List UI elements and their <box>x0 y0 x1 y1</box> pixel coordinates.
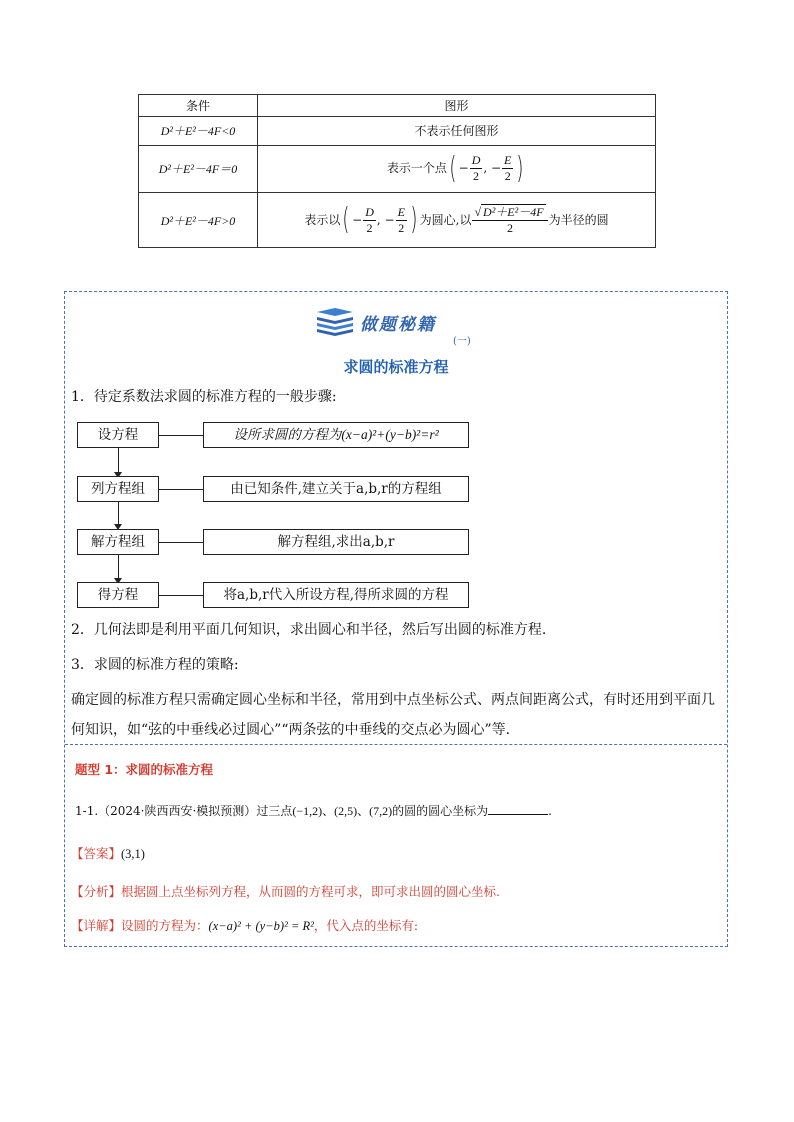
point: (−1,2) <box>292 804 323 818</box>
question-end: . <box>548 804 552 818</box>
flow-step-left: 得方程 <box>77 582 159 608</box>
answer-blank <box>488 802 548 815</box>
condition-cell: D²＋E²－4F＝0 <box>139 145 258 193</box>
answer-label: 【答案】 <box>71 846 122 861</box>
section-title: 求圆的标准方程 <box>343 358 449 376</box>
header-figure: 图形 <box>258 95 656 117</box>
tips-box <box>64 291 728 947</box>
condition-cell: D²＋E²－4F<0 <box>139 116 258 145</box>
radius-fraction: $\frac{\text{√ D²＋E²－4F}}{2}$ <box>472 205 547 236</box>
figure-text: 表示一个点 <box>386 161 447 176</box>
analysis-text: 根据圆上点坐标列方程，从而圆的方程可求，即可求出圆的圆心坐标. <box>121 884 500 899</box>
flow-connector <box>159 435 203 436</box>
detail-line <box>71 916 418 934</box>
problem-type-title: 题型 1：求圆的标准方程 <box>75 762 214 777</box>
figure-cell: 表示以( − $\frac{D}{2}$ , − $\frac{E}{2}$ ) 为圆心,以 $\frac{\text{√ D²＋E²－4F}}{2}$ 为半径的圆 <box>258 193 656 248</box>
books-icon <box>315 306 355 338</box>
problem-question <box>75 802 552 819</box>
point: (2,5) <box>334 804 358 818</box>
table-header-row <box>139 95 656 117</box>
fraction: $\frac{E}{2}$ <box>397 204 405 235</box>
figure-cell: 不表示任何图形 <box>258 116 656 145</box>
step-intro: 1．待定系数法求圆的标准方程的一般步骤: <box>71 389 337 405</box>
figure-text: 表示以 <box>304 212 341 227</box>
flow-step-right: 由已知条件,建立关于a,b,r的方程组 <box>203 476 469 502</box>
detail-text: 设圆的方程为： <box>121 918 209 933</box>
detail-equation: (x−a)² + (y−b)² = R² <box>208 919 314 933</box>
analysis-label: 【分析】 <box>71 884 122 899</box>
logo-text: 做题秘籍 <box>360 315 436 335</box>
fraction: $\frac{E}{2}$ <box>504 153 512 184</box>
paragraph-strategy: 确定圆的标准方程只需确定圆心坐标和半径，常用到中点坐标公式、两点间距离公式，有时还用到平面几何知识，如“弦的中垂线必过圆心”“两条弦的中垂线的交点必为圆心”等. <box>71 692 715 738</box>
answer-value: (3,1) <box>121 847 145 861</box>
point: (7,2) <box>369 804 393 818</box>
flow-step-right: 设所求圆的方程为(x−a)²+(y−b)²=r² <box>203 422 469 448</box>
condition-cell: D²＋E²－4F>0 <box>139 193 258 248</box>
detail-text: ，代入点的坐标有: <box>313 918 419 933</box>
section-divider <box>65 744 727 745</box>
flow-connector <box>159 489 203 490</box>
question-text: 的圆的圆心坐标为 <box>392 804 489 818</box>
separator: 、 <box>357 804 370 818</box>
flow-step-left: 列方程组 <box>77 476 159 502</box>
fraction: $\frac{D}{2}$ <box>365 204 374 235</box>
paragraph-geometric-method: 2．几何法即是利用平面几何知识，求出圆心和半径，然后写出圆的标准方程. <box>71 622 547 638</box>
paragraph-strategy-heading: 3．求圆的标准方程的策略: <box>71 657 239 673</box>
figure-text: 为圆心,以 <box>419 212 472 227</box>
table-row <box>139 193 656 248</box>
table-row <box>139 116 656 145</box>
flow-step-right: 将a,b,r代入所设方程,得所求圆的方程 <box>203 582 469 608</box>
flow-arrow-line <box>118 448 119 474</box>
flow-step-left: 设方程 <box>77 422 159 448</box>
detail-label: 【详解】 <box>71 918 122 933</box>
condition-table <box>138 94 656 248</box>
header-condition: 条件 <box>139 95 258 117</box>
answer-line <box>71 844 145 862</box>
flow-connector <box>159 595 203 596</box>
question-text: 过三点 <box>256 804 293 818</box>
logo-subtitle: (一) <box>453 336 471 347</box>
figure-cell: 表示一个点( − $\frac{D}{2}$ , − $\frac{E}{2}$ ) <box>258 145 656 193</box>
problem-number: 1-1. <box>75 804 99 818</box>
flow-step-right: 解方程组,求出a,b,r <box>203 529 469 555</box>
flow-step-left: 解方程组 <box>77 529 159 555</box>
fraction: $\frac{D}{2}$ <box>471 153 481 184</box>
figure-text: 为半径的圆 <box>548 212 609 227</box>
analysis-line <box>71 882 500 900</box>
flow-connector <box>159 542 203 543</box>
separator: 、 <box>322 804 335 818</box>
table-row <box>139 145 656 193</box>
problem-source: （2024·陕西西安·模拟预测） <box>98 804 257 818</box>
